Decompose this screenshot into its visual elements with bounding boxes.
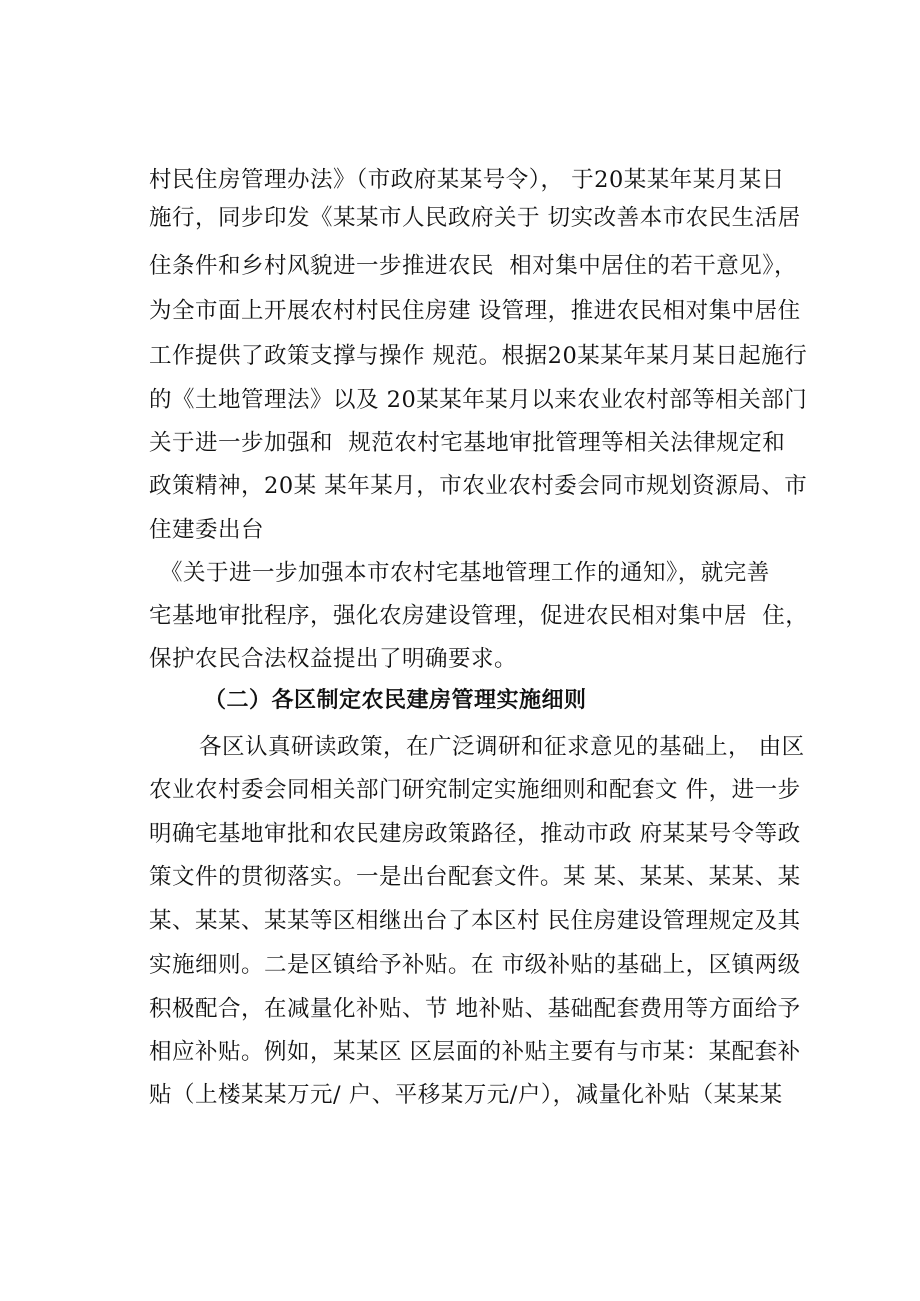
body-text-line: 实施细则。二是区镇给予补贴。在 市级补贴的基础上，区镇两级 [149,952,801,978]
body-text-line: 贴（上楼某某万元/ 户、平移某万元/户），减量化补贴（某某某 [149,1082,783,1108]
body-text-line: 施行，同步印发《某某市人民政府关于 切实改善本市农民生活居 [149,205,801,231]
body-text-line: 住条件和乡村风貌进一步推进农民 相对集中居住的若干意见》， [149,253,798,279]
body-text-line: 政策精神，20某 某年某月，市农业农村委会同市规划资源局、市 [149,473,808,499]
section-heading: （二）各区制定农民建房管理实施细则 [204,688,587,713]
body-text-line: 村民住房管理办法》（市政府某某号令）， 于20某某年某月某日 [149,167,785,193]
body-text-line: 保护农民合法权益提出了明确要求。 [149,646,518,672]
body-text-line: 某、某某、某某等区相继出台了本区村 民住房建设管理规定及其 [149,908,801,934]
body-text-line: 关于进一步加强和 规范农村宅基地审批管理等相关法律规定和 [149,430,786,456]
body-text-line: 策文件的贯彻落实。一是出台配套文件。某 某、某某、某某、某 [149,864,801,890]
body-text-line: 住建委出台 [149,517,265,543]
body-text-line: 相应补贴。例如，某某区 区层面的补贴主要有与市某：某配套补 [149,1039,801,1065]
body-text-line: 积极配合，在减量化补贴、节 地补贴、基础配套费用等方面给予 [149,996,801,1022]
body-text-line: 农业农村委会同相关部门研究制定实施细则和配套文 件，进一步 [149,777,801,803]
body-text-line: 为全市面上开展农村村民住房建 设管理，推进农民相对集中居住 [149,298,801,324]
body-text-line: 各区认真研读政策，在广泛调研和征求意见的基础上， 由区 [199,734,805,760]
body-text-line: 明确宅基地审批和农民建房政策路径，推动市政 府某某号令等政 [149,821,801,847]
body-text-line: 工作提供了政策支撑与操作 规范。根据20某某年某月某日起施行 [149,343,808,369]
body-text-line: 的《土地管理法》以及 20某某年某月以来农业农村部等相关部门 [149,387,808,413]
body-text-line: 《关于进一步加强本市农村宅基地管理工作的通知》，就完善 [160,560,770,586]
body-text-line: 宅基地审批程序，强化农房建设管理，促进农民相对集中居 住， [149,603,809,629]
